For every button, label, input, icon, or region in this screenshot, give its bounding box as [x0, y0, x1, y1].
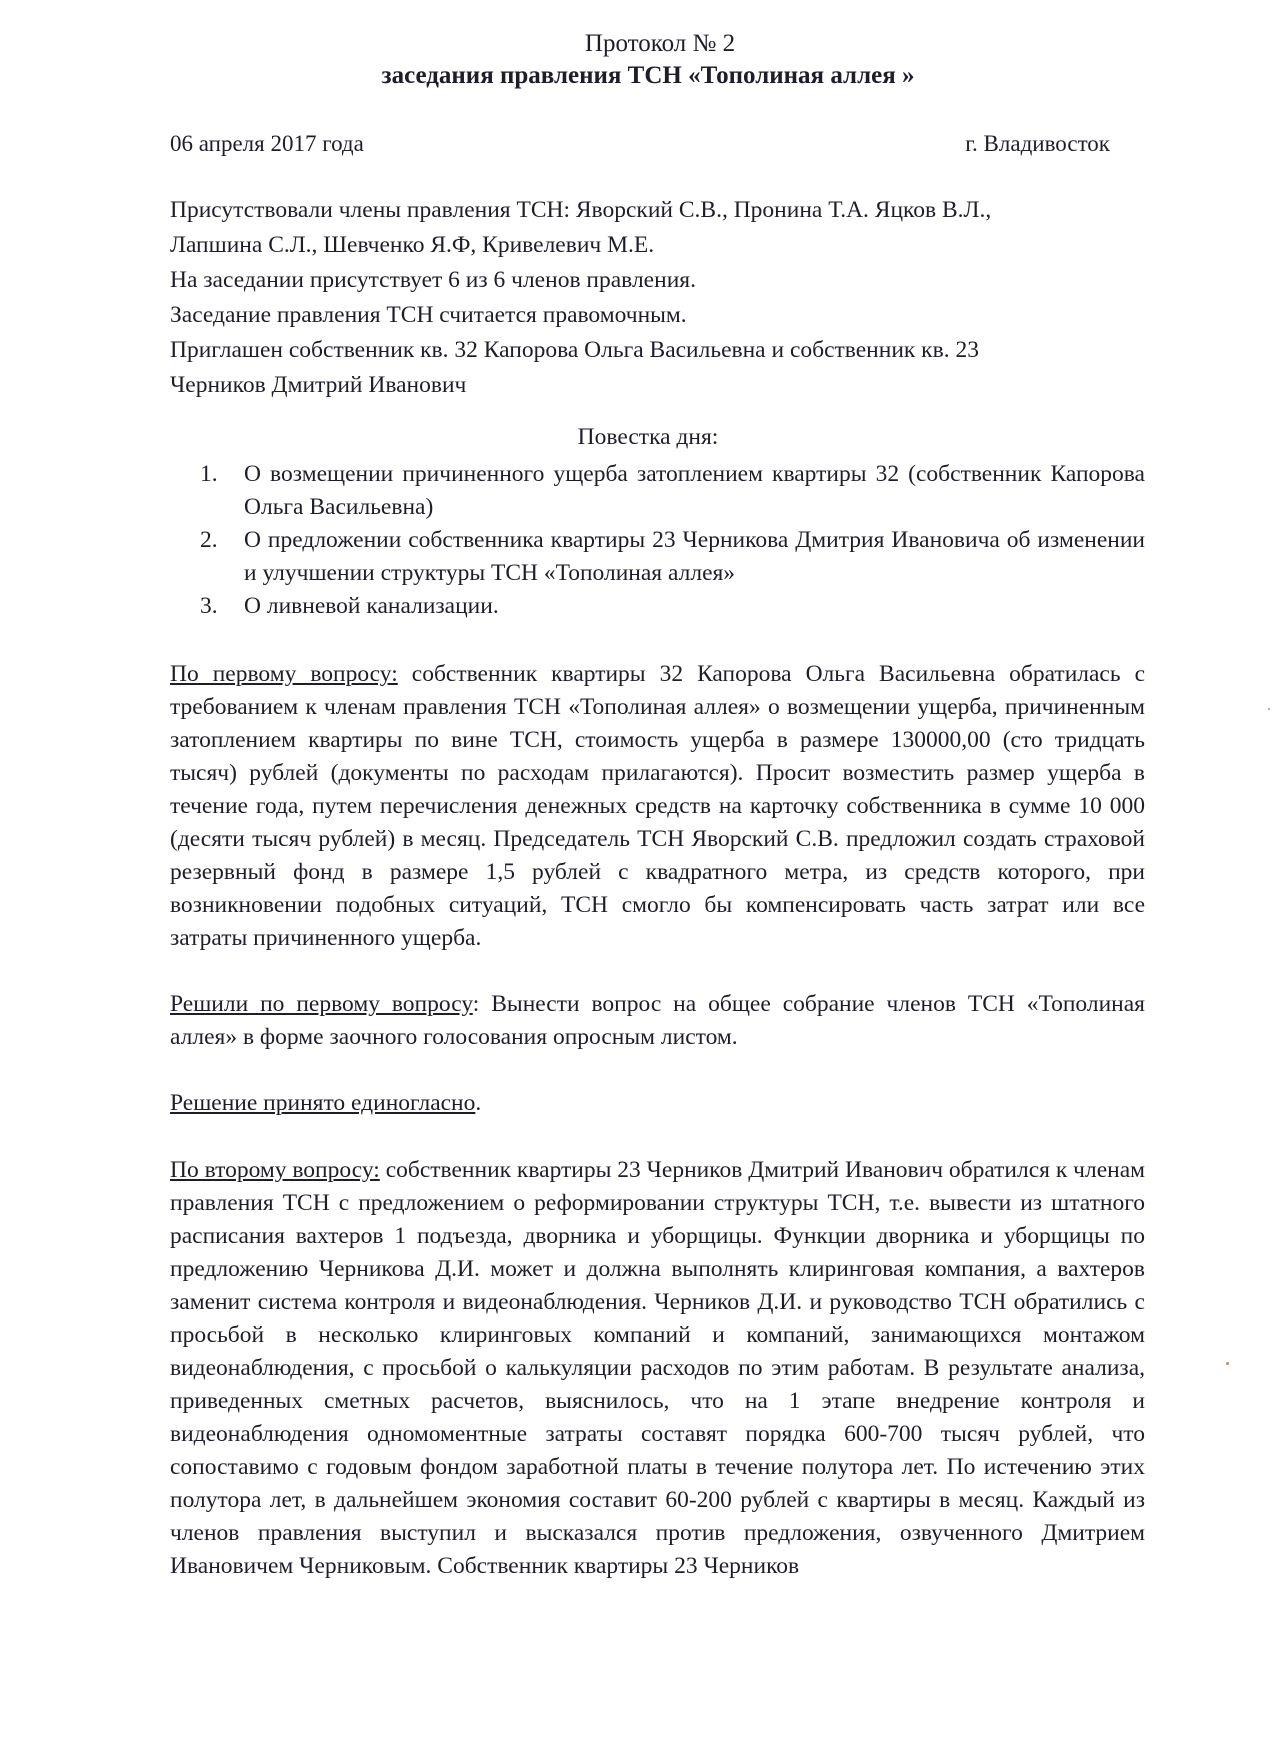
agenda-item-number: 3. — [200, 593, 218, 619]
agenda-list — [200, 458, 1145, 623]
invited-line: Черников Дмитрий Иванович — [170, 372, 467, 398]
attendance-block — [170, 193, 1145, 403]
agenda-item — [200, 590, 1145, 623]
result1-label: Решение принято единогласно — [170, 1090, 476, 1116]
agenda-title: Повестка дня: — [577, 424, 719, 450]
meeting-date: 06 апреля 2017 года — [170, 131, 364, 156]
scan-artifact — [1226, 1362, 1229, 1365]
decision1-label: Решили по первому вопросу — [170, 991, 473, 1017]
decision1-text: : Вынести вопрос на общее собрание членов ТСН «Тополиная аллея» в форме заочного голосования опросным листом. — [170, 991, 1145, 1050]
agenda-item-text: О ливневой канализации. — [244, 593, 499, 619]
question1-label: По первому вопросу: — [170, 661, 398, 687]
result1-paragraph — [170, 1087, 1145, 1120]
protocol-subtitle: заседания правления ТСН «Тополиная аллея » — [381, 62, 915, 89]
agenda-item-number: 2. — [200, 527, 218, 553]
question1-text: собственник квартиры 32 Капорова Ольга Васильевна обратилась с требованием к членам правления ТСН «Тополиная аллея» о возмещении ущерба, причиненным затоплением квартиры по вине ТСН, стоимость ущерба в размере 130000,00 (сто тридцать тысяч) рублей (документы по расходам прилагаются). Просит возместить размер ущерба в течение года, путем перечисления денежных средств на карточку собственника в сумме 10 000 (десяти тысяч рублей) в месяц. Председатель ТСН Яворский С.В. предложил создать страховой резервный фонд в размере 1,5 рублей с квадратного метра, из средств которого, при возникновении подобных ситуаций, ТСН смогло бы компенсировать часть затрат или все затраты причиненного ущерба. — [170, 661, 1145, 951]
decision1-paragraph — [170, 988, 1145, 1054]
agenda-item-number: 1. — [200, 461, 218, 487]
agenda-item — [200, 458, 1145, 524]
result1-suffix: . — [475, 1090, 482, 1116]
agenda-item-text: О возмещении причиненного ущерба затоплением квартиры 32 (собственник Капорова Ольга Васильевна) — [244, 461, 1145, 520]
dateline — [170, 131, 1110, 157]
agenda-item-text: О предложении собственника квартиры 23 Черникова Дмитрия Ивановича об изменении и улучшении структуры ТСН «Тополиная аллея» — [244, 527, 1145, 586]
question1-paragraph — [170, 658, 1145, 955]
protocol-title: Протокол № 2 — [584, 30, 736, 57]
attendance-line: Лапшина С.Л., Шевченко Я.Ф, Кривелевич М.Е. — [170, 232, 655, 258]
question2-label: По второму вопросу: — [170, 1157, 380, 1183]
quorum-status-line: Заседание правления ТСН считается правомочным. — [170, 302, 687, 328]
attendance-line: Присутствовали члены правления ТСН: Яворский С.В., Пронина Т.А. Яцков В.Л., — [170, 197, 992, 223]
invited-line: Приглашен собственник кв. 32 Капорова Ольга Васильевна и собственник кв. 23 — [170, 337, 979, 363]
agenda-item — [200, 524, 1145, 590]
scan-artifact — [1268, 708, 1270, 710]
quorum-line: На заседании присутствует 6 из 6 членов правления. — [170, 267, 696, 293]
meeting-city: г. Владивосток — [965, 131, 1110, 156]
question2-paragraph — [170, 1154, 1145, 1583]
question2-text: собственник квартиры 23 Черников Дмитрий Иванович обратился к членам правления ТСН с предложением о реформировании структуры ТСН, т.е. вывести из штатного расписания вахтеров 1 подъезда, дворника и уборщицы. Функции дворника и уборщицы по предложению Черникова Д.И. может и должна выполнять клиринговая компания, а вахтеров заменит система контроля и видеонаблюдения. Черников Д.И. и руководство ТСН обратились с просьбой в несколько клиринговых компаний и компаний, занимающихся монтажом видеонаблюдения, с просьбой о калькуляции расходов по этим работам. В результате анализа, приведенных сметных расчетов, выяснилось, что на 1 этапе внедрение контроля и видеонаблюдения одномоментные затраты составят порядка 600-700 тысяч рублей, что сопоставимо с годовым фондом заработной платы в течение полутора лет. По истечению этих полутора лет, в дальнейшем экономия составит 60-200 рублей с квартиры в месяц. Каждый из членов правления выступил и высказался против предложения, озвученного Дмитрием Ивановичем Черниковым. Собственник квартиры 23 Черников — [170, 1157, 1145, 1579]
